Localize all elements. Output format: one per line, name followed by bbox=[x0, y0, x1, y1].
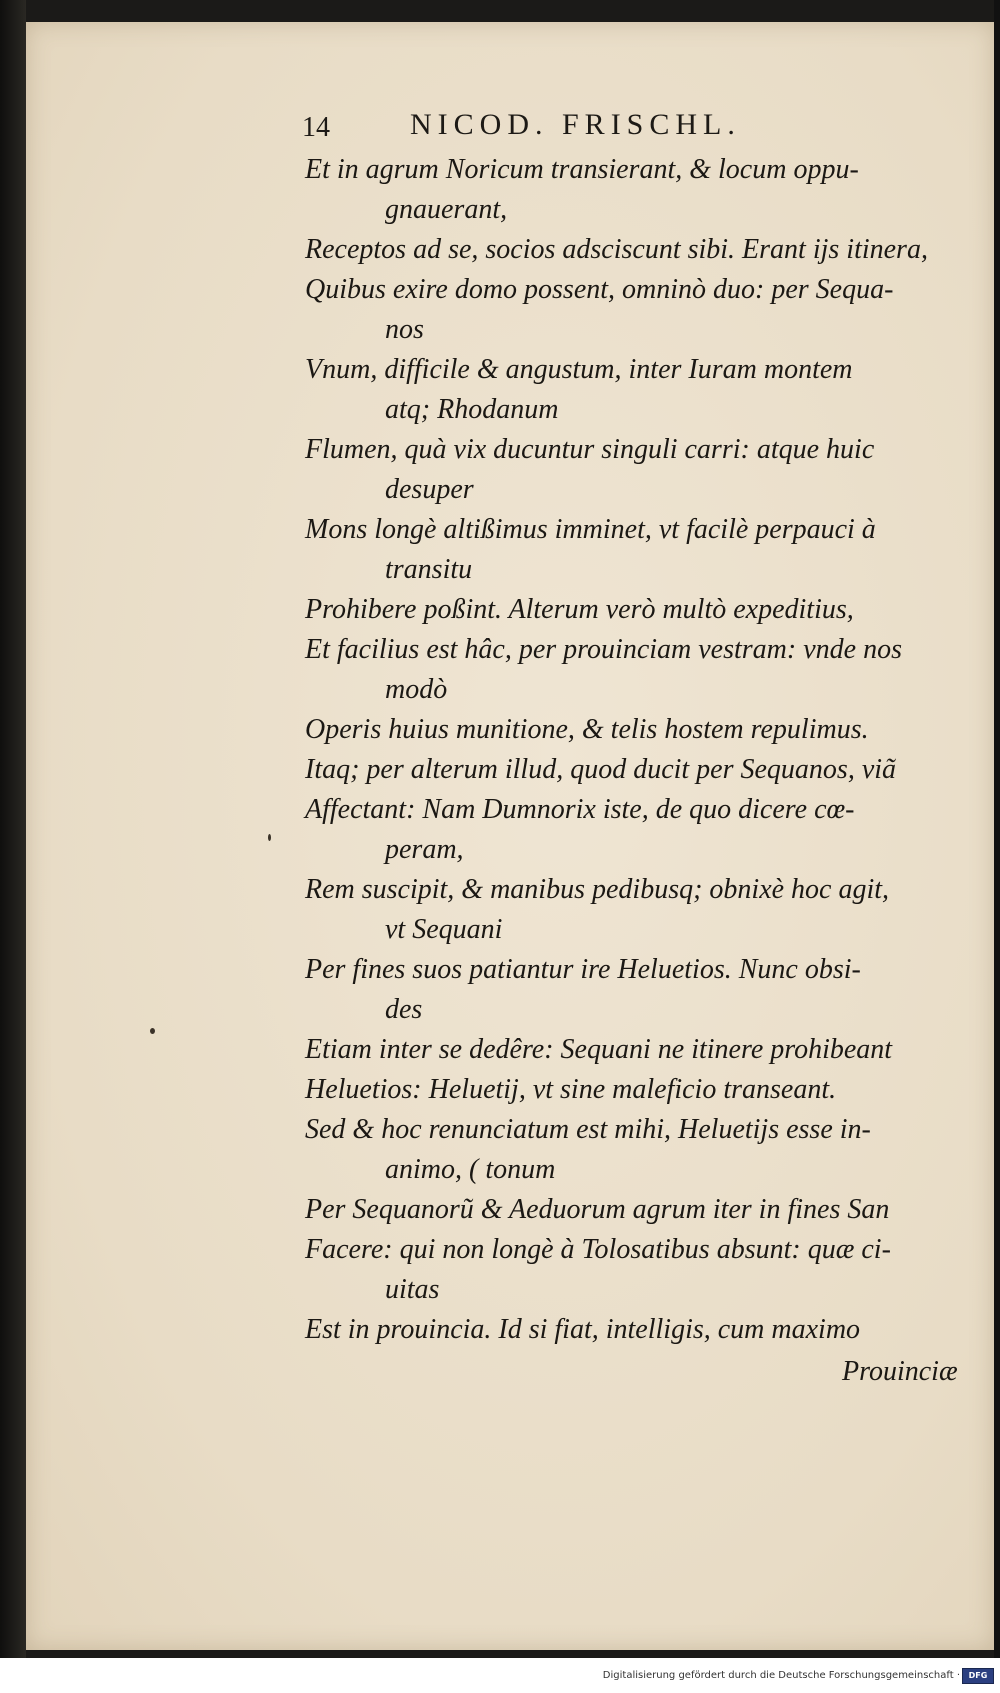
text-line: animo, ( tonum bbox=[385, 1154, 556, 1185]
text-line: Est in prouincia. Id si fiat, intelligis, cum maximo bbox=[305, 1314, 861, 1345]
text-line: Et in agrum Noricum transierant, & locum oppu- bbox=[305, 154, 859, 185]
text-line: Flumen, quà vix ducuntur singuli carri: atque huic bbox=[305, 434, 875, 465]
text-line: Et facilius est hâc, per prouinciam vestram: vnde nos bbox=[305, 634, 902, 665]
text-line: Heluetios: Heluetij, vt sine maleficio transeant. bbox=[305, 1074, 837, 1105]
text-line: atq; Rhodanum bbox=[385, 394, 559, 425]
text-line: Itaq; per alterum illud, quod ducit per Sequanos, viã bbox=[305, 754, 897, 785]
page-speck bbox=[268, 834, 271, 841]
running-head: NICOD. FRISCHL. bbox=[410, 108, 741, 141]
book-edge-left bbox=[0, 0, 26, 1693]
text-line: des bbox=[385, 994, 423, 1025]
text-line: Operis huius munitione, & telis hostem repulimus. bbox=[305, 714, 869, 745]
book-edge-right bbox=[994, 0, 1000, 1693]
text-line: Prohibere poßint. Alterum verò multò expeditius, bbox=[305, 594, 854, 625]
text-line: Mons longè altißimus imminet, vt facilè perpauci à bbox=[305, 514, 876, 545]
text-line: Facere: qui non longè à Tolosatibus absunt: quæ ci- bbox=[305, 1234, 891, 1265]
text-line: uitas bbox=[385, 1274, 440, 1305]
text-line: Etiam inter se dedêre: Sequani ne itinere prohibeant bbox=[305, 1034, 893, 1065]
text-line: desuper bbox=[385, 474, 474, 505]
page-speck bbox=[150, 1028, 155, 1034]
catchword: Prouinciæ bbox=[842, 1356, 958, 1387]
text-line: Affectant: Nam Dumnorix iste, de quo dicere cœ- bbox=[305, 794, 855, 825]
text-line: transitu bbox=[385, 554, 473, 585]
text-line: modò bbox=[385, 674, 448, 705]
text-line: Sed & hoc renunciatum est mihi, Heluetijs esse in- bbox=[305, 1114, 871, 1145]
text-line: Vnum, difficile & angustum, inter Iuram montem bbox=[305, 354, 853, 385]
text-line: peram, bbox=[385, 834, 464, 865]
text-line: Receptos ad se, socios adsciscunt sibi. Erant ijs itinera, bbox=[305, 234, 928, 265]
page-number: 14 bbox=[302, 112, 330, 143]
text-line: vt Sequani bbox=[385, 914, 503, 945]
dfg-logo: DFG bbox=[962, 1668, 994, 1684]
verse-text bbox=[305, 150, 945, 1350]
text-line: Quibus exire domo possent, omninò duo: per Sequa- bbox=[305, 274, 894, 305]
funding-credit: Digitalisierung gefördert durch die Deutsche Forschungsgemeinschaft · bbox=[602, 1670, 960, 1681]
text-line: Rem suscipit, & manibus pedibusq; obnixè hoc agit, bbox=[305, 874, 890, 905]
text-line: nos bbox=[385, 314, 424, 345]
text-line: gnauerant, bbox=[385, 194, 508, 225]
page-header bbox=[302, 108, 822, 148]
text-line: Per Sequanorũ & Aeduorum agrum iter in fines San bbox=[305, 1194, 890, 1225]
text-line: Per fines suos patiantur ire Heluetios. Nunc obsi- bbox=[305, 954, 861, 985]
